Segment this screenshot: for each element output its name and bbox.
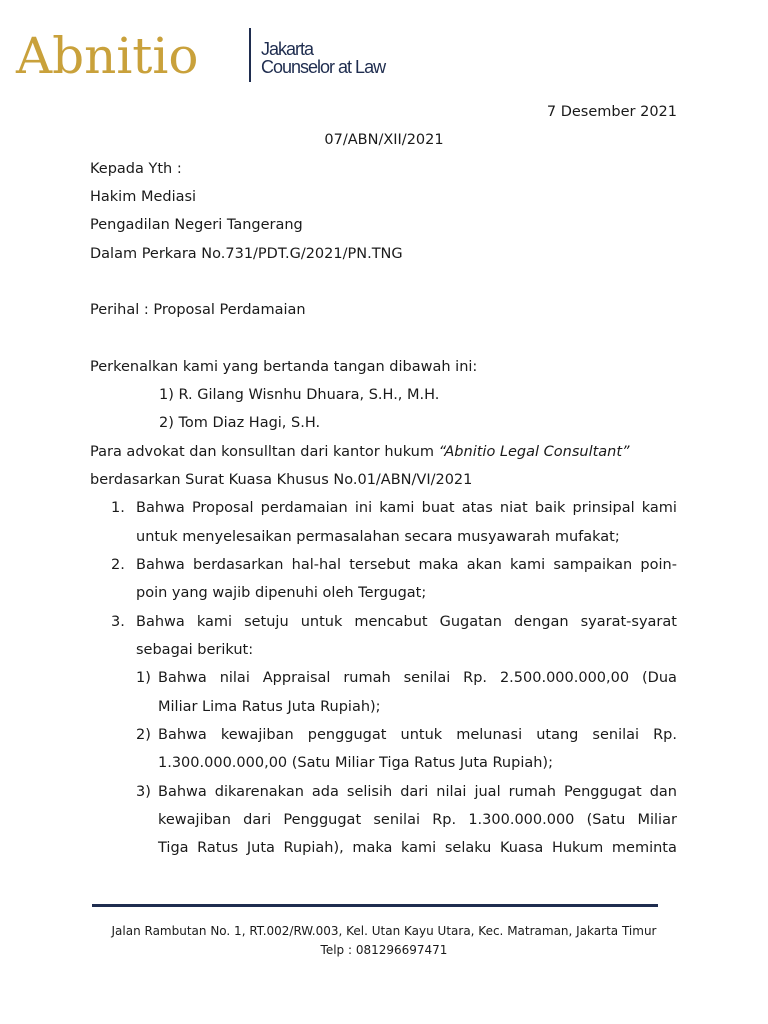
- word: prinsipal: [572, 500, 635, 516]
- word: 1.300.000.000: [468, 812, 575, 828]
- word: untuk: [300, 614, 343, 630]
- subpoint-number: 2): [136, 727, 151, 743]
- logo-city: Jakarta: [261, 39, 314, 59]
- subpoint-number: 3): [136, 784, 151, 800]
- word: melunasi: [456, 727, 523, 743]
- word: baik: [534, 500, 566, 516]
- subject-line: Perihal : Proposal Perdamaian: [90, 302, 306, 318]
- point-number: 3.: [111, 614, 125, 630]
- word: Proposal: [191, 500, 254, 516]
- recipient-greeting: Kepada Yth :: [90, 161, 182, 177]
- word: kami: [641, 500, 677, 516]
- word: Gugatan: [439, 614, 502, 630]
- logo-tagline: Counselor at Law: [261, 57, 386, 77]
- word: mencabut: [354, 614, 428, 630]
- firm-line: [90, 442, 630, 462]
- subpoint-1-line-1: [158, 668, 677, 688]
- word: kewajiban: [158, 812, 231, 828]
- footer-divider: [92, 904, 658, 907]
- word: tersebut: [349, 557, 411, 573]
- word: (Dua: [642, 670, 677, 686]
- word: nilai: [436, 784, 467, 800]
- word: selisih: [346, 784, 393, 800]
- firm-line-prefix: Para advokat dan konsulltan dari kantor hukum: [90, 444, 434, 460]
- word: kami: [196, 614, 233, 630]
- subpoint-2-line-1: [158, 725, 677, 745]
- word: Bahwa: [136, 500, 185, 516]
- word: buat: [421, 500, 455, 516]
- word: niat: [499, 500, 528, 516]
- word: Ratus: [197, 840, 239, 856]
- point-2-line-1: [136, 555, 677, 575]
- word: Kuasa: [500, 840, 544, 856]
- firm-line-cont: berdasarkan Surat Kuasa Khusus No.01/ABN/VI/2021: [90, 472, 473, 488]
- word: 2.500.000.000,00: [499, 670, 630, 686]
- subpoint-3-line-2: [158, 810, 677, 830]
- word: kami: [510, 557, 546, 573]
- recipient-case: Dalam Perkara No.731/PDT.G/2021/PN.TNG: [90, 246, 403, 262]
- word: dan: [649, 784, 677, 800]
- word: Bahwa: [158, 670, 207, 686]
- signer-1: 1) R. Gilang Wisnhu Dhuara, S.H., M.H.: [159, 387, 440, 403]
- word: selaku: [444, 840, 492, 856]
- word: Hukum: [551, 840, 604, 856]
- recipient-court: Pengadilan Negeri Tangerang: [90, 217, 303, 233]
- word: atas: [461, 500, 493, 516]
- word: (Satu: [586, 812, 626, 828]
- recipient-title: Hakim Mediasi: [90, 189, 197, 205]
- word: dari: [243, 812, 272, 828]
- point-number: 2.: [111, 557, 125, 573]
- logo-divider: [249, 28, 251, 82]
- word: Bahwa: [158, 784, 207, 800]
- word: perdamaian: [260, 500, 348, 516]
- subpoint-number: 1): [136, 670, 151, 686]
- word: kami: [401, 840, 437, 856]
- word: senilai: [403, 670, 451, 686]
- word: Rupiah),: [283, 840, 344, 856]
- point-1-line-2: untuk menyelesaikan permasalahan secara musyawarah mufakat;: [136, 529, 620, 545]
- subpoint-3-line-1: [158, 782, 677, 802]
- word: syarat-syarat: [580, 614, 677, 630]
- word: senilai: [373, 812, 420, 828]
- word: Tiga: [158, 840, 189, 856]
- word: dikarenakan: [214, 784, 304, 800]
- word: sampaikan: [553, 557, 633, 573]
- word: meminta: [611, 840, 677, 856]
- word: jual: [474, 784, 501, 800]
- word: Bahwa: [158, 727, 207, 743]
- signer-2: 2) Tom Diaz Hagi, S.H.: [159, 415, 321, 431]
- reference-number: 07/ABN/XII/2021: [324, 132, 444, 148]
- word: Penggugat: [283, 812, 362, 828]
- word: Appraisal: [262, 670, 331, 686]
- word: kewajiban: [220, 727, 294, 743]
- point-2-line-2: poin yang wajib dipenuhi oleh Tergugat;: [136, 585, 427, 601]
- word: setuju: [244, 614, 289, 630]
- firm-name: “Abnitio Legal Consultant”: [438, 444, 630, 460]
- subpoint-3-line-3: [158, 838, 677, 858]
- intro-line: Perkenalkan kami yang bertanda tangan dibawah ini:: [90, 359, 478, 375]
- word: Rp.: [653, 727, 677, 743]
- word: Bahwa: [136, 614, 185, 630]
- point-1-line-1: [136, 498, 677, 518]
- word: Miliar: [637, 812, 677, 828]
- word: poin-: [640, 557, 677, 573]
- word: utang: [536, 727, 579, 743]
- footer-phone: Telp : 081296697471: [320, 943, 448, 957]
- word: Juta: [246, 840, 275, 856]
- word: untuk: [400, 727, 443, 743]
- point-3-line-1: [136, 612, 677, 632]
- word: hal-hal: [291, 557, 342, 573]
- letter-date: 7 Desember 2021: [546, 104, 677, 120]
- word: Rp.: [463, 670, 488, 686]
- word: penggugat: [307, 727, 387, 743]
- word: akan: [466, 557, 502, 573]
- word: dengan: [513, 614, 569, 630]
- word: Bahwa: [136, 557, 185, 573]
- subpoint-1-line-2: Miliar Lima Ratus Juta Rupiah);: [158, 699, 381, 715]
- word: rumah: [508, 784, 556, 800]
- subpoint-2-line-2: 1.300.000.000,00 (Satu Miliar Tiga Ratus Juta Rupiah);: [158, 755, 553, 771]
- word: Penggugat: [563, 784, 642, 800]
- word: dari: [400, 784, 429, 800]
- point-3-line-2: sebagai berikut:: [136, 642, 254, 658]
- word: Rp.: [432, 812, 457, 828]
- word: maka: [418, 557, 459, 573]
- logo-wordmark: Abnitio: [16, 27, 199, 85]
- point-number: 1.: [111, 500, 125, 516]
- word: kami: [379, 500, 415, 516]
- word: berdasarkan: [192, 557, 284, 573]
- word: ada: [311, 784, 339, 800]
- word: maka: [352, 840, 393, 856]
- word: senilai: [592, 727, 640, 743]
- footer-address: Jalan Rambutan No. 1, RT.002/RW.003, Kel. Utan Kayu Utara, Kec. Matraman, Jakarta Timur: [111, 924, 657, 938]
- word: nilai: [219, 670, 250, 686]
- word: rumah: [343, 670, 391, 686]
- word: ini: [354, 500, 373, 516]
